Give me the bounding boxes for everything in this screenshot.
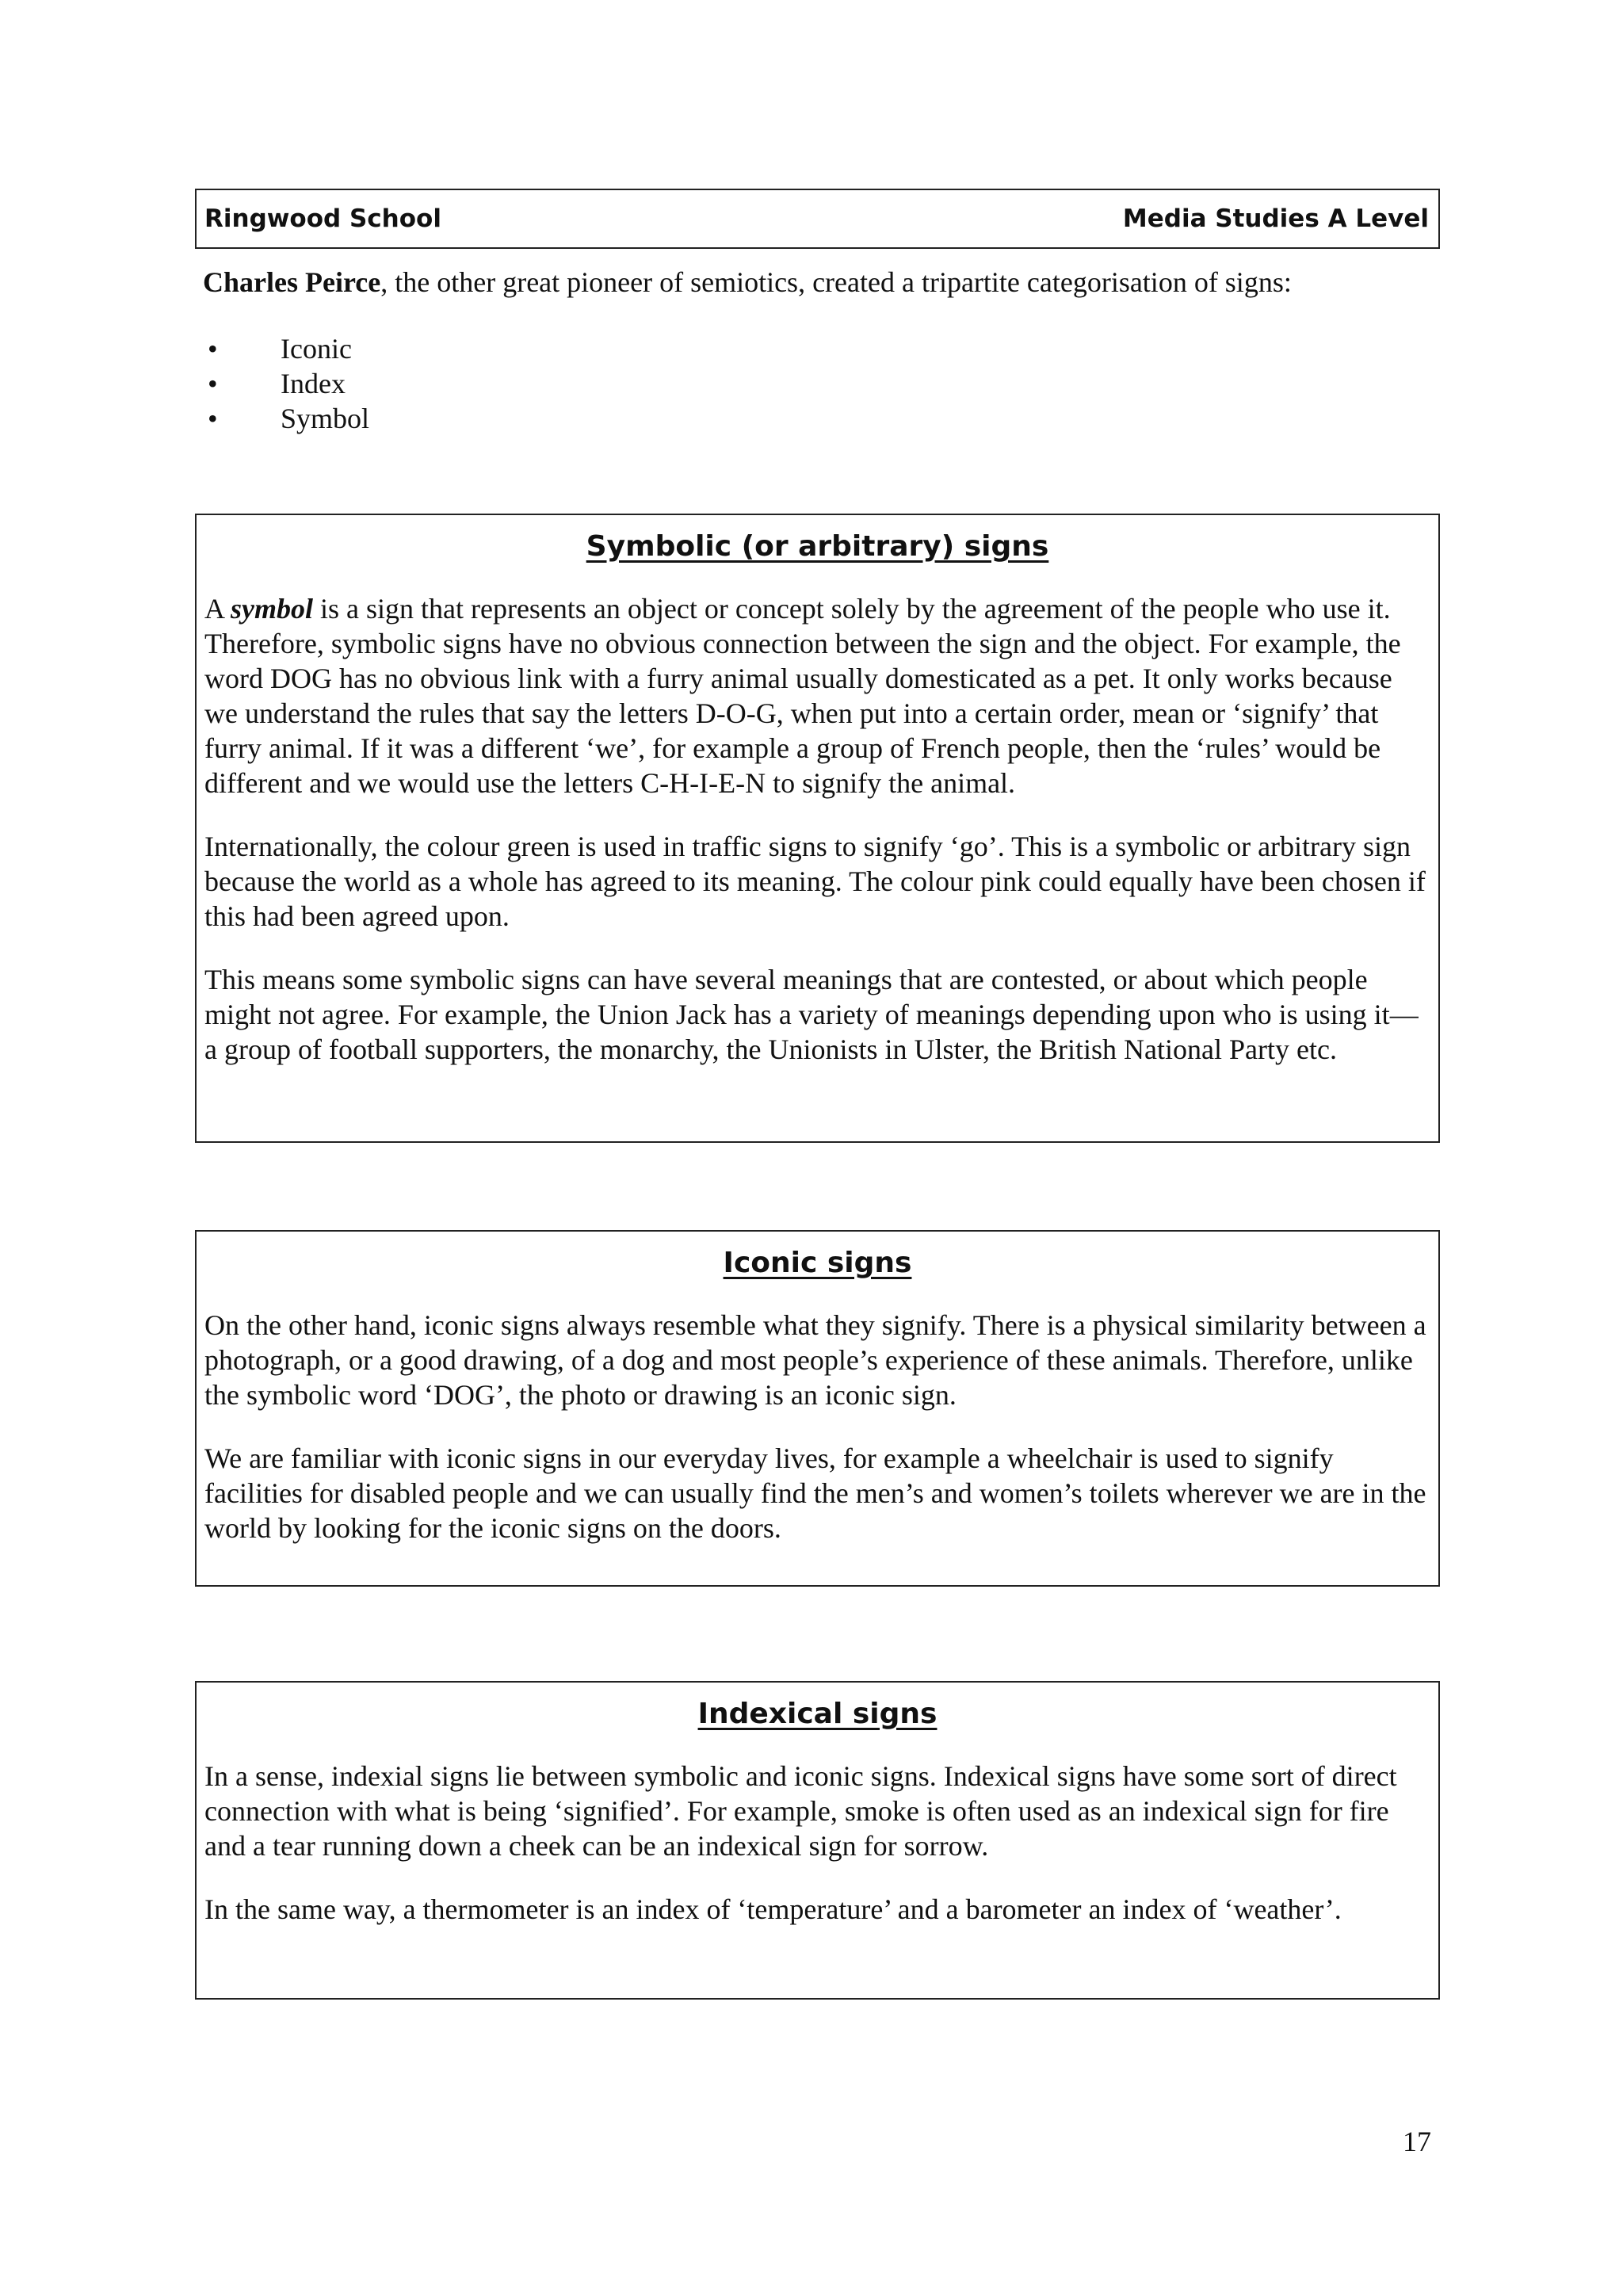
symbolic-signs-box (195, 514, 1440, 1143)
iconic-paragraph-2: We are familiar with iconic signs in our everyday lives, for example a wheelchair is used to signify facilities for disabled people and we can usually find the men’s and women’s toilets wherever we are in the world by looking for the iconic signs on the doors. (204, 1442, 1426, 1544)
indexical-paragraph-2: In the same way, a thermometer is an index of ‘temperature’ and a barometer an index of ‘weather’. (204, 1893, 1342, 1925)
bullet-icon: • (208, 403, 218, 434)
page-number: 17 (1403, 2126, 1431, 2157)
intro-text: , the other great pioneer of semiotics, created a tripartite categorisation of signs: (380, 266, 1292, 298)
list-item-label: Index (281, 368, 346, 399)
list-item (203, 401, 1439, 436)
intro-section (203, 265, 1439, 436)
bullet-icon: • (208, 333, 218, 365)
symbolic-signs-title: Symbolic (or arbitrary) signs (586, 530, 1049, 563)
symbolic-paragraph-2: Internationally, the colour green is used in traffic signs to signify ‘go’. This is a symbolic or arbitrary sign because the world as a whole has agreed to its meaning. The colour pink could equally have been chosen if this had been agreed upon. (204, 831, 1426, 932)
symbolic-paragraph-1 (204, 591, 1430, 800)
indexical-signs-box (195, 1681, 1440, 2000)
intro-name: Charles Peirce (203, 266, 381, 298)
iconic-signs-title: Iconic signs (723, 1247, 912, 1279)
iconic-signs-box (195, 1230, 1440, 1587)
indexical-signs-title: Indexical signs (697, 1698, 938, 1730)
list-item (203, 366, 1439, 401)
iconic-paragraph-1: On the other hand, iconic signs always resemble what they signify. There is a physical similarity between a photograph, or a good drawing, of a dog and most people’s experience of these animals. Therefore, unlike the symbolic word ‘DOG’, the photo or drawing is an iconic sign. (204, 1309, 1426, 1411)
bullet-icon: • (208, 368, 218, 399)
list-item-label: Symbol (281, 403, 370, 434)
symbolic-p1-start: A (204, 593, 231, 625)
page-header (195, 189, 1440, 249)
school-name: Ringwood School (204, 204, 441, 233)
symbol-term: symbol (231, 593, 314, 625)
list-item-label: Iconic (281, 333, 352, 365)
indexical-paragraph-1: In a sense, indexial signs lie between symbolic and iconic signs. Indexical signs have some sort of direct connection with what is being ‘signified’. For example, smoke is often used as an indexical sign for fire and a tear running down a cheek can be an indexical sign for sorrow. (204, 1760, 1397, 1862)
sign-type-list (203, 331, 1439, 436)
intro-paragraph (203, 265, 1439, 300)
symbolic-p1-rest: is a sign that represents an object or concept solely by the agreement of the people who use it. Therefore, symbolic signs have no obvious connection between the sign and the object. For example, the word DOG has no obvious link with a furry animal usually domesticated as a pet. It only works because we understand the rules that say the letters D-O-G, when put into a certain order, mean or ‘signify’ that furry animal. If it was a different ‘we’, for example a group of French people, then the ‘rules’ would be different and we would use the letters C-H-I-E-N to signify the animal. (204, 593, 1401, 799)
symbolic-paragraph-3: This means some symbolic signs can have several meanings that are contested, or about which people might not agree. For example, the Union Jack has a variety of meanings depending upon who is using it—a group of football supporters, the monarchy, the Unionists in Ulster, the British National Party etc. (204, 964, 1419, 1065)
course-name: Media Studies A Level (1122, 204, 1429, 233)
list-item (203, 331, 1439, 366)
